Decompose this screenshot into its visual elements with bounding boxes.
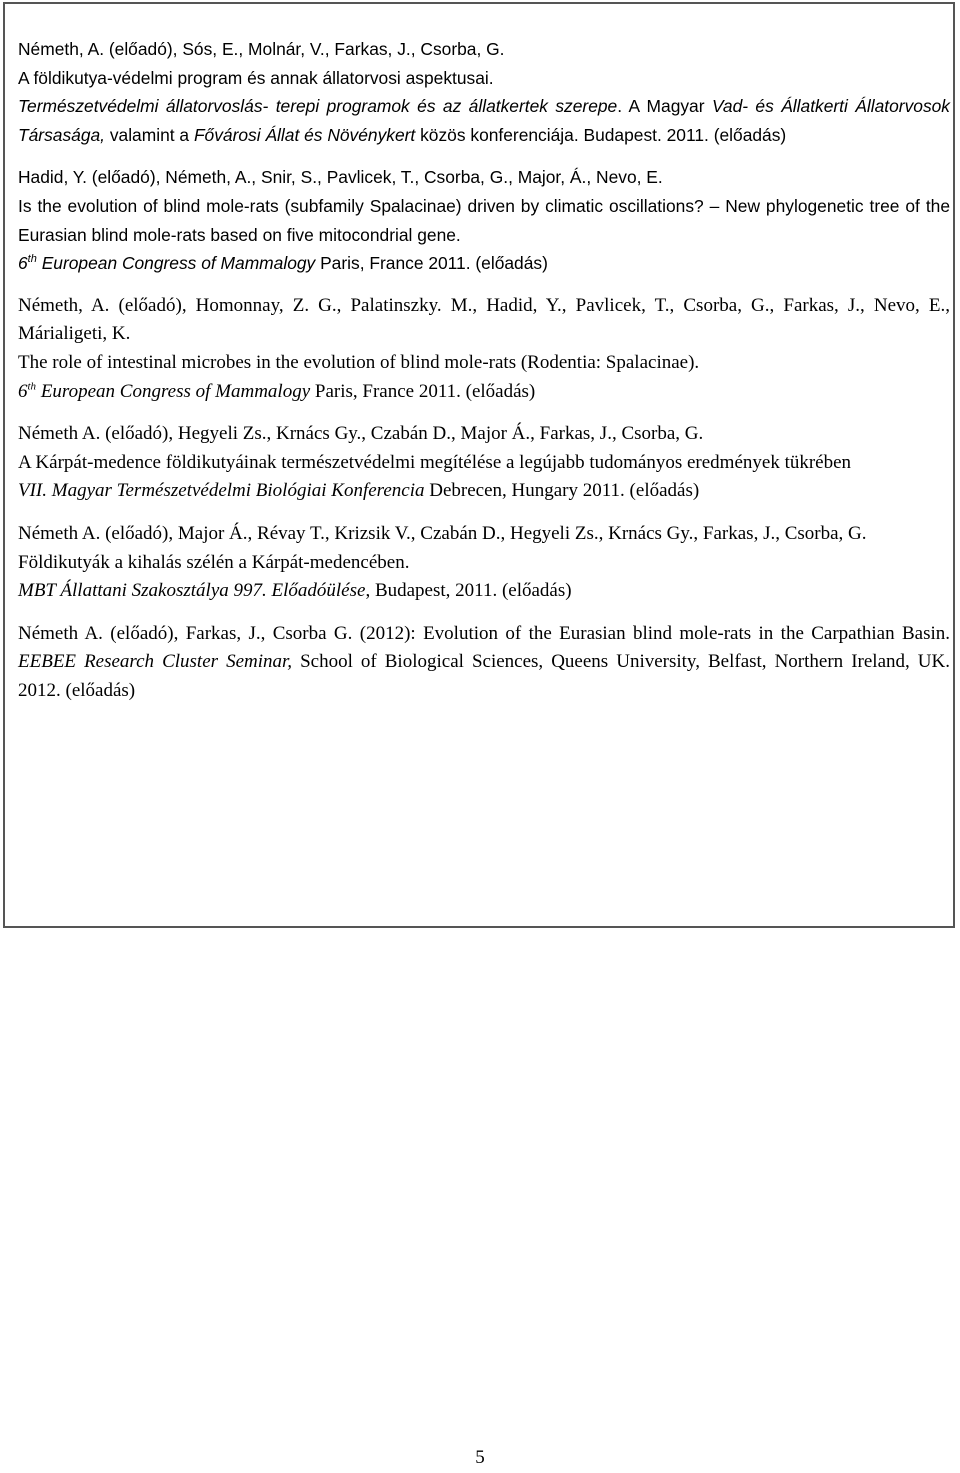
entry-venue: EEBEE Research Cluster Seminar, (18, 651, 293, 673)
entry-authors: Németh, A. (előadó), Sós, E., Molnár, V., Farkas, J., Csorba, G. (18, 39, 505, 59)
publication-entry (18, 35, 950, 149)
publication-entry (18, 163, 950, 277)
entry-venue: 6th European Congress of Mammalogy Paris, France 2011. (előadás) (18, 380, 536, 402)
entry-authors: Németh A. (előadó), Hegyeli Zs., Krnács Gy., Czabán D., Major Á., Farkas, J., Csorba, G. (18, 423, 704, 445)
content-frame (3, 2, 955, 928)
publication-entry (18, 420, 950, 506)
publication-list (18, 35, 950, 719)
page-number: 5 (475, 1447, 485, 1468)
entry-title: The role of intestinal microbes in the evolution of blind mole-rats (Rodentia: Spalacinae). (18, 351, 700, 373)
entry-venue: Természetvédelmi állatorvoslás- terepi programok és az állatkertek szerepe. A Magyar Vad- és Állatkerti Állatorvosok Társasága, valamint a Fővárosi Állat és Növénykert közös konferenciája. Budapest. 2011. (előadás) (18, 96, 951, 145)
entry-title: Földikutyák a kihalás szélén a Kárpát-medencében. (18, 551, 410, 573)
entry-authors: Németh A. (előadó), Major Á., Révay T., Krizsik V., Czabán D., Hegyeli Zs., Krnács Gy., Farkas, J., Csorba, G. (18, 522, 867, 544)
publication-entry (18, 620, 950, 706)
entry-title: A Kárpát-medence földikutyáinak természetvédelmi megítélése a legújabb tudományos eredmények tükrében (18, 451, 852, 473)
publication-entry (18, 292, 950, 406)
publication-entry (18, 520, 950, 606)
entry-title: Is the evolution of blind mole-rats (subfamily Spalacinae) driven by climatic oscillations? – New phylogenetic tree of the Eurasian blind mole-rats based on five mitocondrial gene. (18, 195, 950, 245)
entry-venue: VII. Magyar Természetvédelmi Biológiai Konferencia Debrecen, Hungary 2011. (előadás) (18, 480, 700, 502)
entry-title: A földikutya-védelmi program és annak állatorvosi aspektusai. (18, 67, 494, 88)
entry-authors: Hadid, Y. (előadó), Németh, A., Snir, S., Pavlicek, T., Csorba, G., Major, Á., Nevo, E. (18, 167, 663, 188)
entry-venue: 6th European Congress of Mammalogy Paris, France 2011. (előadás) (18, 253, 548, 274)
entry-venue: MBT Állattani Szakosztálya 997. Előadóülése, Budapest, 2011. (előadás) (18, 580, 572, 602)
entry-location: School of Biological Sciences, Queens University, Belfast, Northern Ireland, UK. 2012. (előadás) (18, 651, 950, 701)
entry-authors: Németh, A. (előadó), Homonnay, Z. G., Palatinszky. M., Hadid, Y., Pavlicek, T., Csorba, G., Farkas, J., Nevo, E., Márialigeti, K. (18, 294, 950, 345)
entry-text: Németh A. (előadó), Farkas, J., Csorba G. (2012): Evolution of the Eurasian blind mole-rats in the Carpathian Basin. (18, 622, 950, 644)
